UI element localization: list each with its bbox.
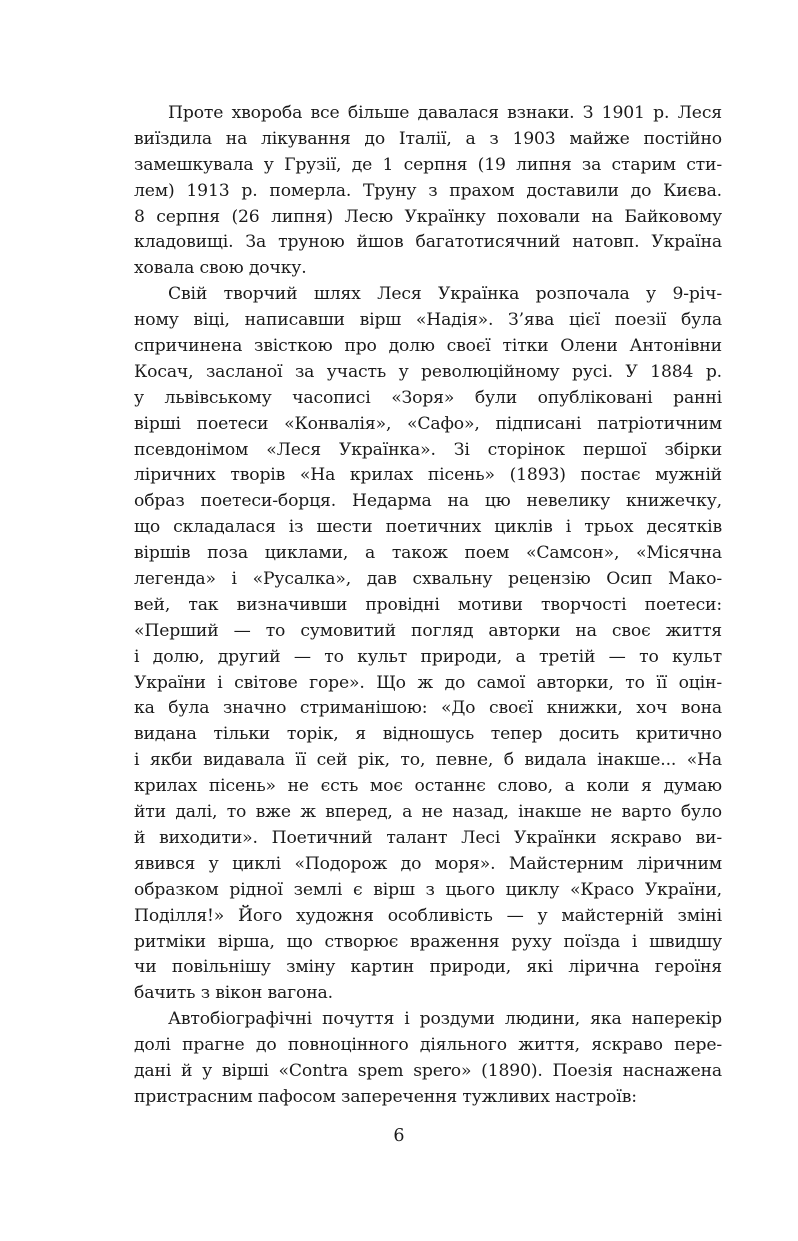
text-line: явився у циклі «Подорож до моря». Майстерним ліричним: [134, 853, 722, 874]
text-line: вірші поетеси «Конвалія», «Сафо», підписані патріотичним: [134, 413, 722, 434]
text-line: бачить з вікон вагона.: [134, 983, 333, 1004]
text-line: лем) 1913 р. померла. Труну з прахом доставили до Києва.: [134, 180, 722, 201]
text-line: України і світове горе». Що ж до самої авторки, то її оцін-: [134, 672, 722, 693]
text-line: 8 серпня (26 липня) Лесю Українку поховали на Байковому: [134, 206, 722, 227]
text-line: Проте хвороба все більше давалася взнаки. З 1901 р. Леся: [168, 103, 722, 123]
text-line: замешкувала у Грузії, де 1 серпня (19 липня за старим сти-: [134, 154, 722, 175]
text-line: псевдонімом «Леся Українка». Зі сторінок першої збірки: [134, 439, 722, 460]
text-line: Автобіографічні почуття і роздуми людини, яка наперекір: [168, 1009, 722, 1030]
text-line: ка була значно стриманішою: «До своєї книжки, хоч вона: [134, 698, 722, 719]
text-line: долі прагне до повноцінного діяльного життя, яскраво пере-: [134, 1035, 722, 1056]
text-line: «Перший — то сумовитий погляд авторки на своє життя: [134, 620, 722, 641]
page-number: 6: [393, 1126, 405, 1146]
text-line: дані й у вірші «Contra spem spero» (1890). Поезія наснажена: [134, 1060, 722, 1081]
text-line: спричинена звісткою про долю своєї тітки Олени Антонівни: [134, 336, 722, 357]
text-line: і долю, другий — то культ природи, а третій — то культ: [134, 646, 722, 667]
text-line: у львівському часописі «Зоря» були опубліковані ранні: [134, 387, 722, 408]
text-line: й виходити». Поетичний талант Лесі Українки яскраво ви-: [134, 827, 722, 848]
text-line: ховала свою дочку.: [134, 258, 307, 279]
text-line: виїздила на лікування до Італії, а з 1903 майже постійно: [134, 128, 722, 149]
paragraph: [134, 282, 722, 1007]
text-line: ритміки вірша, що створює враження руху поїзда і швидшу: [134, 931, 722, 952]
page-body: [134, 101, 722, 1111]
text-line: йти далі, то вже ж вперед, а не назад, інакше не варто було: [134, 802, 722, 823]
text-line: Косач, засланої за участь у революційному русі. У 1884 р.: [134, 361, 722, 382]
text-line: ліричних творів «На крилах пісень» (1893) постає мужній: [134, 465, 722, 486]
text-line: Поділля!» Його художня особливість — у майстерній зміні: [134, 905, 722, 926]
paragraph: [134, 101, 722, 282]
paragraph: [134, 1007, 722, 1111]
text-line: і якби видавала її сей рік, то, певне, б видала інакше... «На: [134, 750, 722, 771]
text-line: Свій творчий шлях Леся Українка розпочала у 9-річ-: [168, 284, 722, 305]
text-line: видана тільки торік, я відношусь тепер досить критично: [134, 724, 722, 745]
text-line: кладовищі. За труною йшов багатотисячний натовп. Україна: [134, 232, 722, 253]
text-line: крилах пісень» не єсть моє останнє слово, а коли я думаю: [134, 776, 722, 797]
text-line: образком рідної землі є вірш з цього циклу «Красо України,: [134, 879, 722, 900]
text-line: пристрасним пафосом заперечення тужливих настроїв:: [134, 1086, 637, 1107]
text-line: чи повільнішу зміну картин природи, які лірична героїня: [134, 957, 722, 978]
text-line: вей, так визначивши провідні мотиви творчості поетеси:: [134, 594, 722, 615]
text-line: ному віці, написавши вірш «Надія». З’ява цієї поезії була: [134, 310, 722, 331]
text-line: легенда» і «Русалка», дав схвальну рецензію Осип Мако-: [134, 569, 722, 590]
text-line: образ поетеси-борця. Недарма на цю невелику книжечку,: [134, 491, 722, 512]
text-line: що складалася із шести поетичних циклів і трьох десятків: [134, 517, 722, 538]
text-line: віршів поза циклами, а також поем «Самсон», «Місячна: [134, 543, 722, 564]
